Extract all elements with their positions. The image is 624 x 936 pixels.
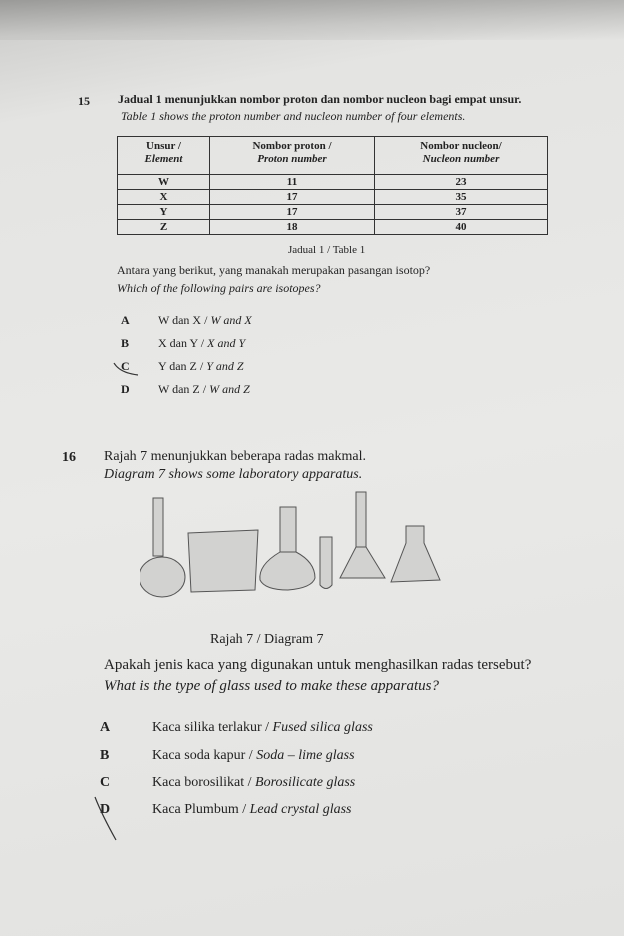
table-caption: Jadual 1 / Table 1 (288, 244, 366, 256)
q16-intro-ms: Rajah 7 menunjukkan beberapa radas makmal. (104, 449, 367, 464)
question-number-16: 16 (62, 450, 76, 465)
q15-intro-en: Table 1 shows the proton number and nucleon number of four elements. (121, 109, 466, 123)
table-row (118, 190, 548, 205)
volumetric-flask-icon (340, 492, 385, 578)
photo-shadow (0, 0, 624, 40)
test-tube-icon (320, 537, 332, 589)
cell: W (118, 175, 210, 190)
cell: 35 (375, 190, 548, 205)
table-row (118, 175, 548, 190)
diagram-7 (140, 480, 450, 610)
round-bottom-flask-icon (140, 498, 185, 597)
diagram-caption: Rajah 7 / Diagram 7 (210, 632, 324, 647)
q15-option-c[interactable]: C Y dan Z / Y and Z (121, 359, 244, 373)
table-row (118, 205, 548, 220)
table-header-row (118, 137, 548, 175)
cell: 11 (210, 175, 375, 190)
question-number-15: 15 (78, 94, 90, 108)
cell: 40 (375, 220, 548, 235)
cell: Y (118, 205, 210, 220)
q16-intro-en: Diagram 7 shows some laboratory apparatus. (104, 467, 363, 482)
q16-question-ms: Apakah jenis kaca yang digunakan untuk menghasilkan radas tersebut? (104, 657, 532, 673)
cell: 17 (210, 205, 375, 220)
conical-flask-icon (391, 526, 440, 582)
q16-option-a[interactable]: A Kaca silika terlakur / Fused silica glass (100, 720, 373, 735)
q16-question-en: What is the type of glass used to make these apparatus? (104, 678, 439, 694)
q15-option-b[interactable]: B X dan Y / X and Y (121, 336, 246, 350)
flat-bottom-flask-icon (260, 507, 315, 590)
q16-option-d[interactable]: D Kaca Plumbum / Lead crystal glass (100, 802, 352, 817)
cell: Z (118, 220, 210, 235)
cell: 23 (375, 175, 548, 190)
header-element: Unsur / Element (118, 137, 210, 175)
header-nucleon: Nombor nucleon/ Nucleon number (375, 137, 548, 175)
beaker-icon (188, 530, 258, 592)
cell: 18 (210, 220, 375, 235)
cell: 17 (210, 190, 375, 205)
table-1 (117, 136, 548, 235)
header-proton: Nombor proton / Proton number (210, 137, 375, 175)
cell: 37 (375, 205, 548, 220)
q15-question-ms: Antara yang berikut, yang manakah merupakan pasangan isotop? (117, 263, 431, 277)
q15-question-en: Which of the following pairs are isotopes? (117, 281, 321, 295)
q16-option-c[interactable]: C Kaca borosilikat / Borosilicate glass (100, 775, 356, 790)
q15-intro-ms: Jadual 1 menunjukkan nombor proton dan nombor nucleon bagi empat unsur. (118, 92, 522, 106)
cell: X (118, 190, 210, 205)
q15-option-a[interactable]: A W dan X / W and X (121, 313, 252, 327)
q16-option-b[interactable]: B Kaca soda kapur / Soda – lime glass (100, 748, 355, 763)
table-row (118, 220, 548, 235)
q15-option-d[interactable]: D W dan Z / W and Z (121, 382, 250, 396)
